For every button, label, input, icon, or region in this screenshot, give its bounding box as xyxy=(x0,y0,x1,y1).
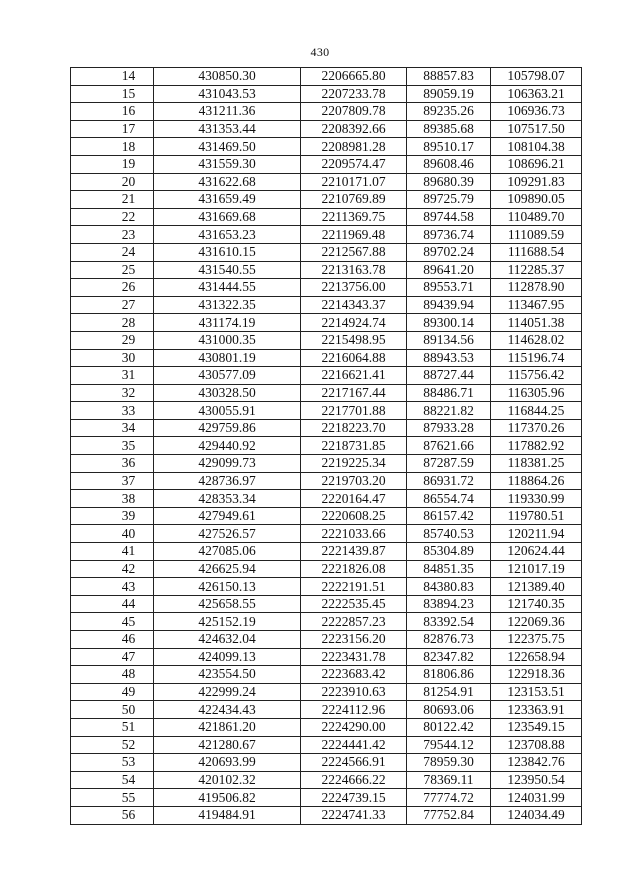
value-a-cell: 427526.57 xyxy=(154,525,301,543)
value-a-cell: 431174.19 xyxy=(154,314,301,332)
point-number-cell: 54 xyxy=(71,771,154,789)
point-number-cell: 25 xyxy=(71,261,154,279)
value-d-cell: 112878.90 xyxy=(491,279,582,297)
point-number-cell: 38 xyxy=(71,490,154,508)
value-a-cell: 426625.94 xyxy=(154,560,301,578)
value-d-cell: 118381.25 xyxy=(491,455,582,473)
value-c-cell: 89702.24 xyxy=(407,243,491,261)
value-c-cell: 79544.12 xyxy=(407,736,491,754)
value-d-cell: 116305.96 xyxy=(491,384,582,402)
value-a-cell: 431669.68 xyxy=(154,208,301,226)
value-d-cell: 110489.70 xyxy=(491,208,582,226)
value-a-cell: 423554.50 xyxy=(154,666,301,684)
table-row xyxy=(71,754,582,772)
table-row xyxy=(71,472,582,490)
value-c-cell: 89059.19 xyxy=(407,85,491,103)
value-b-cell: 2220164.47 xyxy=(301,490,407,508)
value-d-cell: 117882.92 xyxy=(491,437,582,455)
value-a-cell: 429759.86 xyxy=(154,419,301,437)
point-number-cell: 35 xyxy=(71,437,154,455)
table-row xyxy=(71,437,582,455)
point-number-cell: 49 xyxy=(71,683,154,701)
value-a-cell: 430577.09 xyxy=(154,367,301,385)
value-d-cell: 124034.49 xyxy=(491,806,582,824)
value-c-cell: 89439.94 xyxy=(407,296,491,314)
table-row xyxy=(71,560,582,578)
value-c-cell: 80122.42 xyxy=(407,718,491,736)
table-row xyxy=(71,648,582,666)
value-b-cell: 2207233.78 xyxy=(301,85,407,103)
value-a-cell: 419506.82 xyxy=(154,789,301,807)
value-c-cell: 89510.17 xyxy=(407,138,491,156)
point-number-cell: 14 xyxy=(71,68,154,86)
point-number-cell: 16 xyxy=(71,103,154,121)
value-c-cell: 84380.83 xyxy=(407,578,491,596)
point-number-cell: 18 xyxy=(71,138,154,156)
value-a-cell: 431043.53 xyxy=(154,85,301,103)
value-b-cell: 2217167.44 xyxy=(301,384,407,402)
value-d-cell: 117370.26 xyxy=(491,419,582,437)
point-number-cell: 47 xyxy=(71,648,154,666)
value-b-cell: 2224441.42 xyxy=(301,736,407,754)
table-row xyxy=(71,208,582,226)
table-row xyxy=(71,631,582,649)
value-c-cell: 82876.73 xyxy=(407,631,491,649)
value-c-cell: 85740.53 xyxy=(407,525,491,543)
value-a-cell: 421280.67 xyxy=(154,736,301,754)
point-number-cell: 50 xyxy=(71,701,154,719)
table-row xyxy=(71,191,582,209)
value-a-cell: 420693.99 xyxy=(154,754,301,772)
table-row xyxy=(71,490,582,508)
value-d-cell: 109890.05 xyxy=(491,191,582,209)
value-a-cell: 431353.44 xyxy=(154,120,301,138)
point-number-cell: 37 xyxy=(71,472,154,490)
value-b-cell: 2223431.78 xyxy=(301,648,407,666)
value-c-cell: 89641.20 xyxy=(407,261,491,279)
table-row xyxy=(71,138,582,156)
value-b-cell: 2224739.15 xyxy=(301,789,407,807)
value-c-cell: 89134.56 xyxy=(407,331,491,349)
value-d-cell: 106936.73 xyxy=(491,103,582,121)
value-c-cell: 89608.46 xyxy=(407,155,491,173)
point-number-cell: 56 xyxy=(71,806,154,824)
value-a-cell: 431469.50 xyxy=(154,138,301,156)
table-row xyxy=(71,507,582,525)
point-number-cell: 34 xyxy=(71,419,154,437)
value-a-cell: 428353.34 xyxy=(154,490,301,508)
point-number-cell: 39 xyxy=(71,507,154,525)
value-d-cell: 122069.36 xyxy=(491,613,582,631)
point-number-cell: 20 xyxy=(71,173,154,191)
point-number-cell: 30 xyxy=(71,349,154,367)
value-c-cell: 84851.35 xyxy=(407,560,491,578)
table-row xyxy=(71,155,582,173)
value-b-cell: 2208392.66 xyxy=(301,120,407,138)
value-c-cell: 82347.82 xyxy=(407,648,491,666)
value-d-cell: 122375.75 xyxy=(491,631,582,649)
value-b-cell: 2221439.87 xyxy=(301,543,407,561)
table-row xyxy=(71,243,582,261)
value-d-cell: 119780.51 xyxy=(491,507,582,525)
value-d-cell: 108696.21 xyxy=(491,155,582,173)
value-b-cell: 2223910.63 xyxy=(301,683,407,701)
value-d-cell: 123363.91 xyxy=(491,701,582,719)
value-c-cell: 89680.39 xyxy=(407,173,491,191)
value-c-cell: 89385.68 xyxy=(407,120,491,138)
value-d-cell: 120211.94 xyxy=(491,525,582,543)
table-row xyxy=(71,85,582,103)
value-d-cell: 116844.25 xyxy=(491,402,582,420)
point-number-cell: 23 xyxy=(71,226,154,244)
value-b-cell: 2224666.22 xyxy=(301,771,407,789)
table-row xyxy=(71,173,582,191)
value-d-cell: 121017.19 xyxy=(491,560,582,578)
value-d-cell: 120624.44 xyxy=(491,543,582,561)
value-a-cell: 429099.73 xyxy=(154,455,301,473)
value-d-cell: 111089.59 xyxy=(491,226,582,244)
value-a-cell: 431622.68 xyxy=(154,173,301,191)
table-row xyxy=(71,543,582,561)
value-c-cell: 88943.53 xyxy=(407,349,491,367)
point-number-cell: 27 xyxy=(71,296,154,314)
page-number: 430 xyxy=(310,45,330,59)
value-b-cell: 2214924.74 xyxy=(301,314,407,332)
value-a-cell: 430850.30 xyxy=(154,68,301,86)
value-c-cell: 77752.84 xyxy=(407,806,491,824)
value-c-cell: 87287.59 xyxy=(407,455,491,473)
value-d-cell: 123708.88 xyxy=(491,736,582,754)
point-number-cell: 32 xyxy=(71,384,154,402)
value-d-cell: 118864.26 xyxy=(491,472,582,490)
value-a-cell: 431540.55 xyxy=(154,261,301,279)
value-c-cell: 86157.42 xyxy=(407,507,491,525)
value-a-cell: 422434.43 xyxy=(154,701,301,719)
value-a-cell: 420102.32 xyxy=(154,771,301,789)
value-b-cell: 2224566.91 xyxy=(301,754,407,772)
point-number-cell: 15 xyxy=(71,85,154,103)
table-row xyxy=(71,68,582,86)
point-number-cell: 53 xyxy=(71,754,154,772)
value-d-cell: 114051.38 xyxy=(491,314,582,332)
table-row xyxy=(71,296,582,314)
table-row xyxy=(71,103,582,121)
value-a-cell: 422999.24 xyxy=(154,683,301,701)
table-row xyxy=(71,261,582,279)
point-number-cell: 41 xyxy=(71,543,154,561)
point-number-cell: 19 xyxy=(71,155,154,173)
value-c-cell: 78369.11 xyxy=(407,771,491,789)
value-d-cell: 115756.42 xyxy=(491,367,582,385)
table-row xyxy=(71,279,582,297)
value-d-cell: 123549.15 xyxy=(491,718,582,736)
point-number-cell: 36 xyxy=(71,455,154,473)
value-b-cell: 2214343.37 xyxy=(301,296,407,314)
table-row xyxy=(71,384,582,402)
value-a-cell: 419484.91 xyxy=(154,806,301,824)
value-d-cell: 114628.02 xyxy=(491,331,582,349)
value-b-cell: 2208981.28 xyxy=(301,138,407,156)
value-a-cell: 424099.13 xyxy=(154,648,301,666)
value-b-cell: 2219225.34 xyxy=(301,455,407,473)
value-b-cell: 2220608.25 xyxy=(301,507,407,525)
value-c-cell: 87933.28 xyxy=(407,419,491,437)
value-b-cell: 2213163.78 xyxy=(301,261,407,279)
table-row xyxy=(71,789,582,807)
table-row xyxy=(71,666,582,684)
table-row xyxy=(71,771,582,789)
value-d-cell: 115196.74 xyxy=(491,349,582,367)
value-b-cell: 2223683.42 xyxy=(301,666,407,684)
value-d-cell: 123950.54 xyxy=(491,771,582,789)
point-number-cell: 42 xyxy=(71,560,154,578)
value-b-cell: 2224741.33 xyxy=(301,806,407,824)
value-b-cell: 2215498.95 xyxy=(301,331,407,349)
value-c-cell: 88221.82 xyxy=(407,402,491,420)
value-a-cell: 431000.35 xyxy=(154,331,301,349)
point-number-cell: 26 xyxy=(71,279,154,297)
table-row xyxy=(71,455,582,473)
table-row xyxy=(71,578,582,596)
value-d-cell: 123842.76 xyxy=(491,754,582,772)
value-d-cell: 109291.83 xyxy=(491,173,582,191)
value-c-cell: 86931.72 xyxy=(407,472,491,490)
value-b-cell: 2218731.85 xyxy=(301,437,407,455)
value-d-cell: 122918.36 xyxy=(491,666,582,684)
value-a-cell: 431559.30 xyxy=(154,155,301,173)
value-a-cell: 431610.15 xyxy=(154,243,301,261)
value-c-cell: 87621.66 xyxy=(407,437,491,455)
point-number-cell: 29 xyxy=(71,331,154,349)
value-d-cell: 121740.35 xyxy=(491,595,582,613)
value-b-cell: 2212567.88 xyxy=(301,243,407,261)
value-b-cell: 2222191.51 xyxy=(301,578,407,596)
value-c-cell: 89553.71 xyxy=(407,279,491,297)
value-c-cell: 83894.23 xyxy=(407,595,491,613)
value-a-cell: 428736.97 xyxy=(154,472,301,490)
point-number-cell: 31 xyxy=(71,367,154,385)
value-a-cell: 430055.91 xyxy=(154,402,301,420)
point-number-cell: 52 xyxy=(71,736,154,754)
value-b-cell: 2222857.23 xyxy=(301,613,407,631)
value-c-cell: 83392.54 xyxy=(407,613,491,631)
table-row xyxy=(71,331,582,349)
value-a-cell: 429440.92 xyxy=(154,437,301,455)
table-row xyxy=(71,718,582,736)
value-a-cell: 424632.04 xyxy=(154,631,301,649)
value-c-cell: 89235.26 xyxy=(407,103,491,121)
value-b-cell: 2210171.07 xyxy=(301,173,407,191)
table-row xyxy=(71,595,582,613)
value-b-cell: 2217701.88 xyxy=(301,402,407,420)
table-row xyxy=(71,120,582,138)
value-d-cell: 108104.38 xyxy=(491,138,582,156)
value-b-cell: 2213756.00 xyxy=(301,279,407,297)
value-c-cell: 89300.14 xyxy=(407,314,491,332)
coordinate-table xyxy=(70,67,582,825)
value-b-cell: 2221033.66 xyxy=(301,525,407,543)
point-number-cell: 24 xyxy=(71,243,154,261)
value-b-cell: 2216064.88 xyxy=(301,349,407,367)
table-row xyxy=(71,613,582,631)
value-b-cell: 2224290.00 xyxy=(301,718,407,736)
value-c-cell: 88727.44 xyxy=(407,367,491,385)
point-number-cell: 55 xyxy=(71,789,154,807)
value-c-cell: 78959.30 xyxy=(407,754,491,772)
point-number-cell: 33 xyxy=(71,402,154,420)
value-a-cell: 431322.35 xyxy=(154,296,301,314)
value-d-cell: 123153.51 xyxy=(491,683,582,701)
value-b-cell: 2219703.20 xyxy=(301,472,407,490)
value-c-cell: 88857.83 xyxy=(407,68,491,86)
point-number-cell: 17 xyxy=(71,120,154,138)
value-d-cell: 122658.94 xyxy=(491,648,582,666)
value-c-cell: 80693.06 xyxy=(407,701,491,719)
value-d-cell: 124031.99 xyxy=(491,789,582,807)
value-a-cell: 425658.55 xyxy=(154,595,301,613)
value-c-cell: 81254.91 xyxy=(407,683,491,701)
point-number-cell: 21 xyxy=(71,191,154,209)
value-d-cell: 119330.99 xyxy=(491,490,582,508)
table-body xyxy=(71,68,582,825)
value-d-cell: 113467.95 xyxy=(491,296,582,314)
value-d-cell: 111688.54 xyxy=(491,243,582,261)
value-d-cell: 107517.50 xyxy=(491,120,582,138)
value-a-cell: 431444.55 xyxy=(154,279,301,297)
table-row xyxy=(71,367,582,385)
table-row xyxy=(71,419,582,437)
value-a-cell: 421861.20 xyxy=(154,718,301,736)
value-a-cell: 425152.19 xyxy=(154,613,301,631)
point-number-cell: 28 xyxy=(71,314,154,332)
value-c-cell: 89744.58 xyxy=(407,208,491,226)
point-number-cell: 44 xyxy=(71,595,154,613)
value-a-cell: 430328.50 xyxy=(154,384,301,402)
value-a-cell: 427085.06 xyxy=(154,543,301,561)
point-number-cell: 46 xyxy=(71,631,154,649)
value-c-cell: 77774.72 xyxy=(407,789,491,807)
value-b-cell: 2223156.20 xyxy=(301,631,407,649)
point-number-cell: 43 xyxy=(71,578,154,596)
table-row xyxy=(71,806,582,824)
value-c-cell: 88486.71 xyxy=(407,384,491,402)
point-number-cell: 51 xyxy=(71,718,154,736)
value-c-cell: 86554.74 xyxy=(407,490,491,508)
value-a-cell: 430801.19 xyxy=(154,349,301,367)
table-row xyxy=(71,701,582,719)
table-row xyxy=(71,736,582,754)
value-b-cell: 2209574.47 xyxy=(301,155,407,173)
table-row xyxy=(71,226,582,244)
value-d-cell: 112285.37 xyxy=(491,261,582,279)
value-c-cell: 85304.89 xyxy=(407,543,491,561)
value-c-cell: 81806.86 xyxy=(407,666,491,684)
value-c-cell: 89725.79 xyxy=(407,191,491,209)
value-b-cell: 2211369.75 xyxy=(301,208,407,226)
value-b-cell: 2218223.70 xyxy=(301,419,407,437)
value-a-cell: 427949.61 xyxy=(154,507,301,525)
point-number-cell: 22 xyxy=(71,208,154,226)
value-b-cell: 2222535.45 xyxy=(301,595,407,613)
value-b-cell: 2210769.89 xyxy=(301,191,407,209)
value-a-cell: 431211.36 xyxy=(154,103,301,121)
point-number-cell: 45 xyxy=(71,613,154,631)
value-b-cell: 2221826.08 xyxy=(301,560,407,578)
table-row xyxy=(71,314,582,332)
table-row xyxy=(71,683,582,701)
value-a-cell: 431659.49 xyxy=(154,191,301,209)
value-b-cell: 2216621.41 xyxy=(301,367,407,385)
point-number-cell: 48 xyxy=(71,666,154,684)
value-b-cell: 2211969.48 xyxy=(301,226,407,244)
table-row xyxy=(71,349,582,367)
value-d-cell: 105798.07 xyxy=(491,68,582,86)
value-d-cell: 121389.40 xyxy=(491,578,582,596)
value-c-cell: 89736.74 xyxy=(407,226,491,244)
value-b-cell: 2224112.96 xyxy=(301,701,407,719)
value-a-cell: 431653.23 xyxy=(154,226,301,244)
point-number-cell: 40 xyxy=(71,525,154,543)
value-d-cell: 106363.21 xyxy=(491,85,582,103)
table-row xyxy=(71,525,582,543)
value-b-cell: 2206665.80 xyxy=(301,68,407,86)
value-b-cell: 2207809.78 xyxy=(301,103,407,121)
value-a-cell: 426150.13 xyxy=(154,578,301,596)
table-row xyxy=(71,402,582,420)
